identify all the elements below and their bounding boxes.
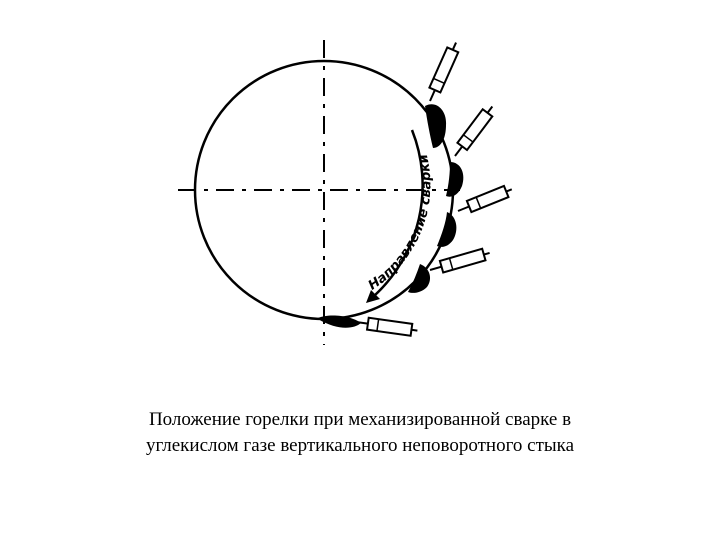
welding-torch-icon: [355, 316, 418, 337]
weld-pool-icon: [318, 316, 361, 328]
welding-torch-icon: [450, 103, 497, 160]
weld-pool-group: [318, 104, 463, 328]
welding-torch-icon: [456, 184, 514, 217]
weld-pool-icon: [446, 162, 463, 197]
figure-caption: [0, 407, 720, 459]
caption-line-1: Положение горелки при механизированной сварке в: [148, 409, 572, 430]
caption-line-2: углекислом газе вертикального неповоротного стыка: [145, 435, 575, 456]
welding-direction-label-text: Направление сварки: [365, 152, 435, 294]
welding-torch-icon: [425, 40, 462, 103]
weld-pool-icon: [437, 212, 456, 247]
